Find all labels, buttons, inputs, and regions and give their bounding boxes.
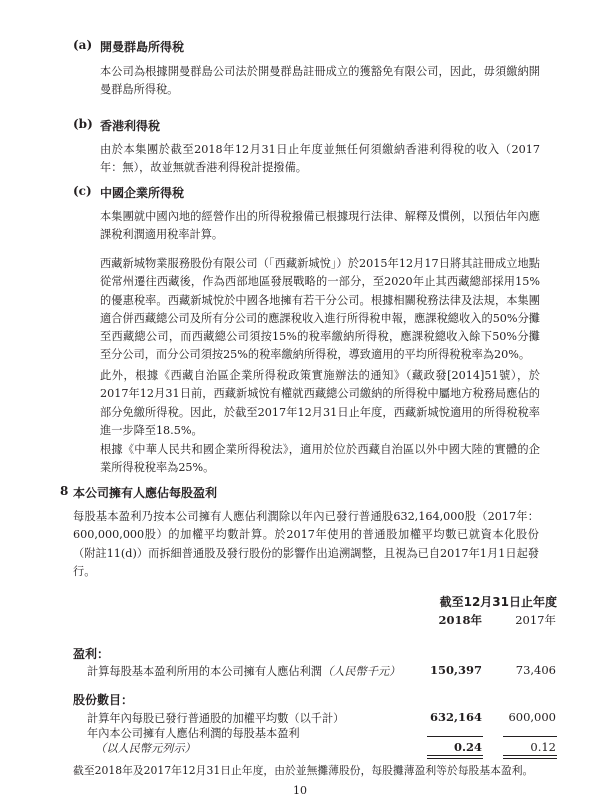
earnings-heading: 盈利： <box>73 647 110 661</box>
eps-2018-value: 0.24 <box>453 740 482 754</box>
section-b-label: (b) <box>73 117 93 131</box>
note-8-footer-note: 截至2018年及2017年12月31日止年度，由於並無攤薄股份，每股攤薄盈利等於每股基本盈利。 <box>73 764 534 777</box>
earnings-row-text: 計算每股基本盈利所用的本公司擁有人應佔利潤 <box>87 665 322 678</box>
eps-row-label: 年內本公司擁有人應佔利潤的每股基本盈利 <box>87 727 300 740</box>
note-8-intro: 每股基本盈利乃按本公司擁有人應佔利潤除以年內已發行普通股632,164,000股（2017年：600,000,000股）的加權平均數計算。於2017年使用的普通股加權平均數已就資本化股份（附註11(d)）而拆細普通股及發行股份的影響作出追溯調整，且視為已自2017年1月1日起發行。 <box>73 510 539 578</box>
shares-row-label: 計算年內每股已發行普通股的加權平均數（以千計） <box>87 712 345 725</box>
note-8-title: 本公司擁有人應佔每股盈利 <box>73 486 218 500</box>
section-c-paragraph-1: 本集團就中國內地的經營作出的所得稅撥備已根據現行法律、解釋及慣例，以預估年內應課稅利潤適用稅率計算。 <box>100 210 540 242</box>
section-b-title: 香港利得稅 <box>100 119 161 133</box>
shares-2018-value: 632,164 <box>429 710 482 724</box>
table-period-header: 截至12月31日止年度 <box>439 595 557 609</box>
earnings-2017-value: 73,406 <box>515 663 556 677</box>
eps-2017-double-rule <box>503 755 557 759</box>
section-c-paragraph-2: 西藏新城物業服務股份有限公司（「西藏新城悅」）於2015年12月17日將其註冊成立地點從常州遷往西藏後，作為西部地區發展戰略的一部分，至2020年止其西藏總部採用15%的優惠稅率。西藏新城悅於中國各地擁有若干分公司。根據相關稅務法律及法規，本集團適合併西藏總公司及所有分公司的應課稅收入進行所得稅申報，應課稅總收入的50%分攤至西藏總公司，而西藏總公司須按15%的稅率繳納所得稅，應課稅總收入餘下50%分攤至分公司，而分公司須按25%的稅率繳納所得稅，導致適用的平均所得稅稅率為20%。 <box>100 257 540 362</box>
shares-2017-value: 600,000 <box>508 710 556 724</box>
shares-heading: 股份數目： <box>73 693 134 707</box>
eps-2017-top-rule <box>503 736 557 737</box>
section-a-label: (a) <box>73 38 93 52</box>
earnings-row-label <box>87 663 400 679</box>
note-8-number: 8 <box>60 484 69 498</box>
section-c-paragraph-4: 根據《中華人民共和國企業所得稅法》，適用於位於西藏自治區以外中國大陸的實體的企業所得稅稅率為25%。 <box>100 443 540 475</box>
page-number: 10 <box>293 784 307 797</box>
eps-2018-top-rule <box>427 736 483 737</box>
section-c-paragraph-3: 此外，根據《西藏自治區企業所得稅政策實施辦法的通知》（藏政發[2014]51號），於2017年12月31日前，西藏新城悅有權就西藏總公司繳納的所得稅中屬地方稅務局應佔的部分免繳所得稅。因此，於截至2017年12月31日止年度，西藏新城悅適用的所得稅稅率進一步降至18.5%。 <box>100 369 540 437</box>
eps-row-unit: （以人民幣元列示） <box>95 742 196 755</box>
earnings-2018-value: 150,397 <box>429 663 482 677</box>
section-b-body: 由於本集團於截至2018年12月31日止年度並無任何須繳納香港利得稅的收入（2017年：無），故並無就香港利得稅計提撥備。 <box>100 143 540 175</box>
eps-2018-double-rule <box>427 755 483 759</box>
section-c-title: 中國企業所得稅 <box>100 186 185 200</box>
earnings-row-unit: （人民幣千元） <box>321 665 401 678</box>
table-col-2017: 2017年 <box>515 613 556 627</box>
section-a-title: 開曼群島所得稅 <box>100 40 185 54</box>
table-col-2018: 2018年 <box>438 613 482 627</box>
eps-2017-value: 0.12 <box>530 740 556 754</box>
section-c-label: (c) <box>73 184 92 198</box>
section-a-body: 本公司為根據開曼群島公司法於開曼群島註冊成立的獲豁免有限公司，因此，毋須繳納開曼群島所得稅。 <box>100 65 540 97</box>
